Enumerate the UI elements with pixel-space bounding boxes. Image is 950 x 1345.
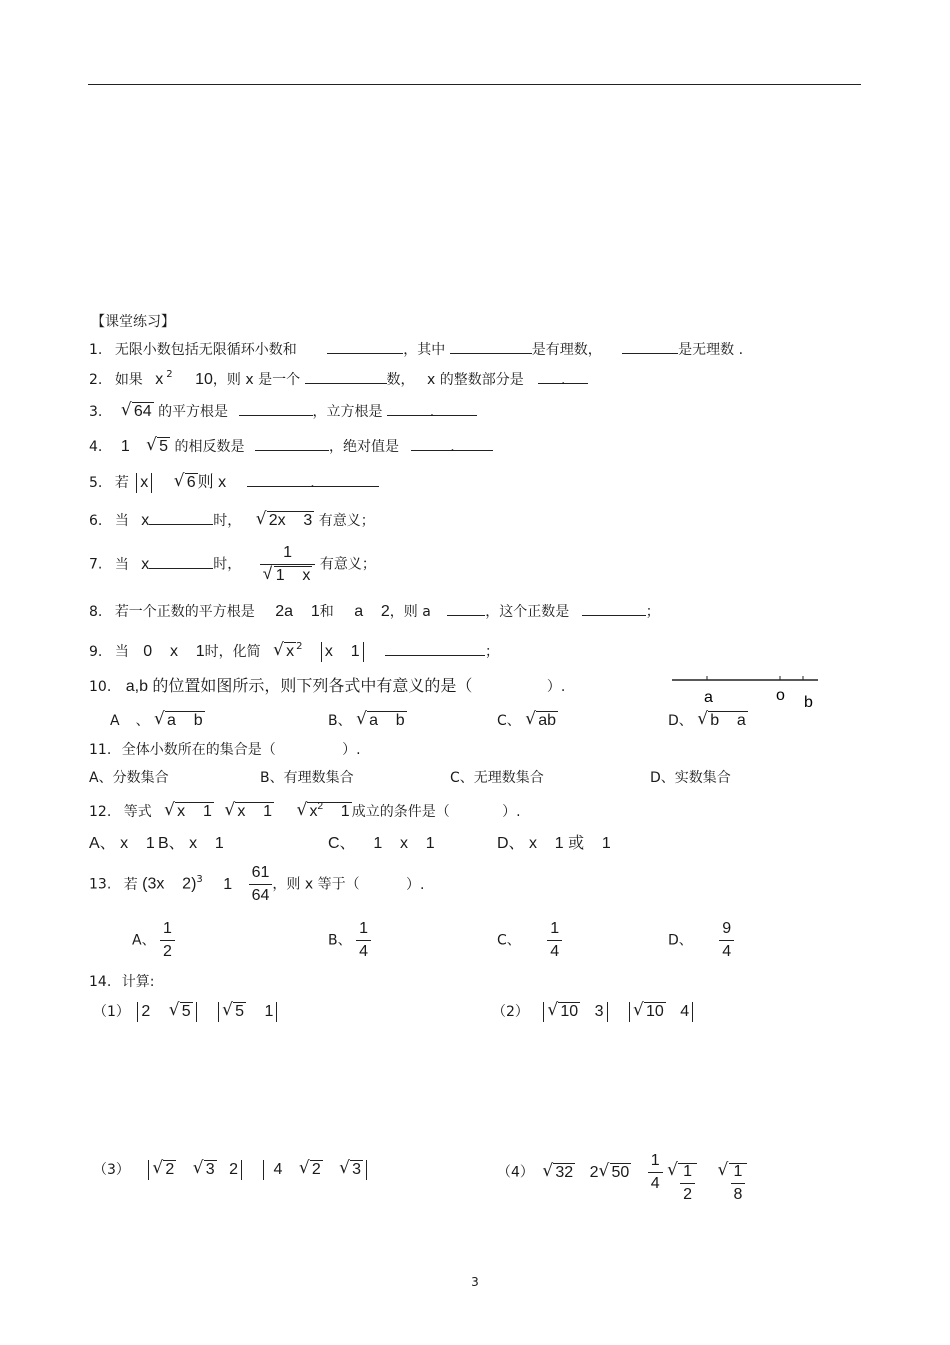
blank[interactable]: .	[387, 403, 477, 416]
blank[interactable]: .	[411, 438, 493, 451]
q11-option-c[interactable]: C、无理数集合	[450, 770, 544, 786]
radical: √ x $^2$	[273, 643, 302, 663]
q11-option-d[interactable]: D、实数集合	[650, 770, 731, 786]
number-line-b: b	[804, 694, 813, 711]
blank[interactable]	[239, 403, 313, 416]
page-number: 3	[471, 1275, 479, 1289]
number-line-o: o	[776, 687, 785, 704]
question-14: 14. 计算:	[89, 974, 155, 990]
question-5: 5. 若 x √ 6 则 x .	[89, 473, 379, 493]
q14-part-1: （1） 2 √ 5 √ 5 1	[93, 1002, 280, 1022]
question-4: 4. 1 √ 5 的相反数是 ，绝对值是 .	[89, 438, 493, 456]
question-9: 9. 当 0 x 1时，化简 √ x $^2$ x 1 ；	[89, 642, 499, 663]
blank[interactable]	[327, 341, 403, 354]
q13-option-d[interactable]: D、 $\frac{9}{4}$	[668, 918, 734, 963]
header-rule	[88, 84, 861, 85]
q13-option-a[interactable]: A、 $\frac{1}{2}$	[132, 918, 175, 963]
radical: √ 6	[174, 474, 198, 492]
blank[interactable]	[305, 371, 387, 384]
q12-option-b[interactable]: B、 x 1	[158, 835, 224, 852]
radical: √ 5	[146, 438, 170, 456]
blank[interactable]	[622, 341, 678, 354]
q10-option-d[interactable]: D、 √ b a	[668, 712, 748, 730]
question-1: 1. 无限小数包括无限循环小数和 ，其中 是有理数， 是无理数 .	[89, 342, 744, 358]
blank[interactable]	[582, 603, 646, 616]
question-13: 13. 若 (3x 2)$^3$ 1 $\frac{61}{64}$ ，则 x 等于（ ）.	[89, 862, 424, 907]
section-title: 【课堂练习】	[91, 314, 175, 330]
q12-option-d[interactable]: D、 x 1 或 1	[497, 835, 611, 852]
blank[interactable]	[149, 556, 213, 569]
blank[interactable]	[385, 643, 485, 656]
q13-option-c[interactable]: C、 $\frac{1}{4}$	[497, 918, 562, 963]
q14-part-3: （3） √ 2 √ 3 2 4 √ 2 √ 3	[93, 1160, 370, 1180]
fraction: $\frac{61}{64}$	[249, 862, 273, 907]
blank[interactable]	[149, 512, 213, 525]
number-line	[670, 672, 822, 712]
question-2: 2. 如果 x $^2$ 10，则 x 是一个 数， x 的整数部分是 .	[89, 371, 588, 391]
q10-option-b[interactable]: B、 √ a b	[328, 712, 407, 730]
question-8: 8. 若一个正数的平方根是 2a 1和 a 2，则 a ，这个正数是 ；	[89, 603, 660, 620]
radical: √ 64	[121, 403, 154, 421]
q12-option-a[interactable]: A、 x 1	[89, 835, 155, 852]
question-12: 12. 等式 √ x 1 √ x 1 √ $x^2$ 1 成立的条件是（ ）.	[89, 803, 521, 823]
q13-option-b[interactable]: B、 $\frac{1}{4}$	[328, 918, 371, 963]
number-line-a: a	[704, 689, 713, 706]
blank[interactable]	[450, 341, 532, 354]
q14-part-4: （4） √ 32 2√ 50 $\frac{1}{4}$ √ $\frac{1}{2}$ √ $\frac{1}{8}$	[497, 1150, 747, 1206]
q10-option-a[interactable]: A 、 √ a b	[110, 712, 205, 730]
blank[interactable]: .	[247, 474, 379, 487]
q12-option-c[interactable]: C、 1 x 1	[328, 835, 435, 852]
fraction: 1 √ 1 x	[260, 542, 316, 587]
question-11: 11. 全体小数所在的集合是（ ）.	[89, 742, 361, 758]
q14-part-2: （2） √ 10 3 √ 10 4	[492, 1002, 696, 1022]
question-10: 10. a,b 的位置如图所示，则下列各式中有意义的是（ ）.	[89, 678, 566, 695]
blank[interactable]	[255, 438, 329, 451]
q10-option-c[interactable]: C、 √ ab	[497, 712, 558, 730]
blank[interactable]	[447, 603, 485, 616]
q11-option-a[interactable]: A、分数集合	[89, 770, 169, 786]
question-7: 7. 当 x 时， 1 √ 1 x 有意义；	[89, 542, 376, 587]
question-6: 6. 当 x 时， √ 2x 3 有意义；	[89, 512, 375, 530]
radical: √ 2x 3	[256, 512, 315, 530]
q11-option-b[interactable]: B、有理数集合	[260, 770, 354, 786]
blank[interactable]: .	[538, 371, 588, 384]
question-3: 3. √ 64 的平方根是 ，立方根是 .	[89, 403, 477, 421]
